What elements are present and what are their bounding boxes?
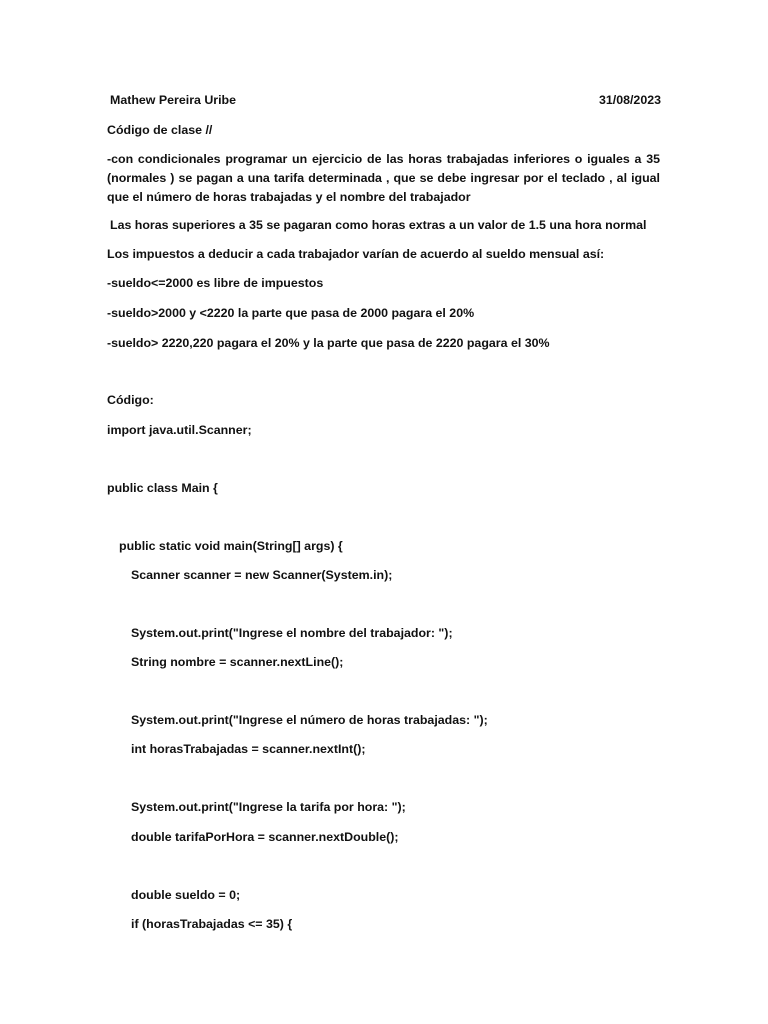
exercise-statement: -con condicionales programar un ejercicio de las horas trabajadas inferiores o iguales a 35 (normales ) se pagan a una tarifa determinada , que se debe ingresar por el teclado , al igual que el número de horas trabajadas y el nombre del trabajador bbox=[107, 152, 660, 204]
code-line: String nombre = scanner.nextLine(); bbox=[131, 655, 344, 669]
author-name: Mathew Pereira Uribe bbox=[110, 93, 237, 107]
document-date: 31/08/2023 bbox=[598, 93, 661, 107]
overtime-rule: Las horas superiores a 35 se pagaran como horas extras a un valor de 1.5 una hora normal bbox=[110, 218, 647, 232]
class-code-heading: Código de clase // bbox=[107, 123, 213, 137]
code-line: public static void main(String[] args) { bbox=[119, 539, 343, 553]
code-line: Scanner scanner = new Scanner(System.in); bbox=[131, 568, 393, 582]
tax-rule-1: -sueldo<=2000 es libre de impuestos bbox=[107, 276, 324, 290]
code-line: double sueldo = 0; bbox=[131, 888, 241, 902]
tax-rule-3: -sueldo> 2220,220 pagara el 20% y la parte que pasa de 2220 pagara el 30% bbox=[107, 336, 550, 350]
code-line: double tarifaPorHora = scanner.nextDouble(); bbox=[131, 830, 399, 844]
code-line: System.out.print("Ingrese la tarifa por hora: "); bbox=[131, 800, 406, 814]
code-heading: Código: bbox=[107, 393, 154, 407]
tax-intro: Los impuestos a deducir a cada trabajador varían de acuerdo al sueldo mensual así: bbox=[107, 247, 605, 261]
code-line: System.out.print("Ingrese el número de horas trabajadas: "); bbox=[131, 713, 488, 727]
tax-rule-2: -sueldo>2000 y <2220 la parte que pasa de 2000 pagara el 20% bbox=[107, 306, 475, 320]
code-line: int horasTrabajadas = scanner.nextInt(); bbox=[131, 742, 366, 756]
code-line: System.out.print("Ingrese el nombre del trabajador: "); bbox=[131, 626, 453, 640]
code-line: import java.util.Scanner; bbox=[107, 423, 252, 437]
code-line: if (horasTrabajadas <= 35) { bbox=[131, 917, 293, 931]
code-line: public class Main { bbox=[107, 481, 218, 495]
